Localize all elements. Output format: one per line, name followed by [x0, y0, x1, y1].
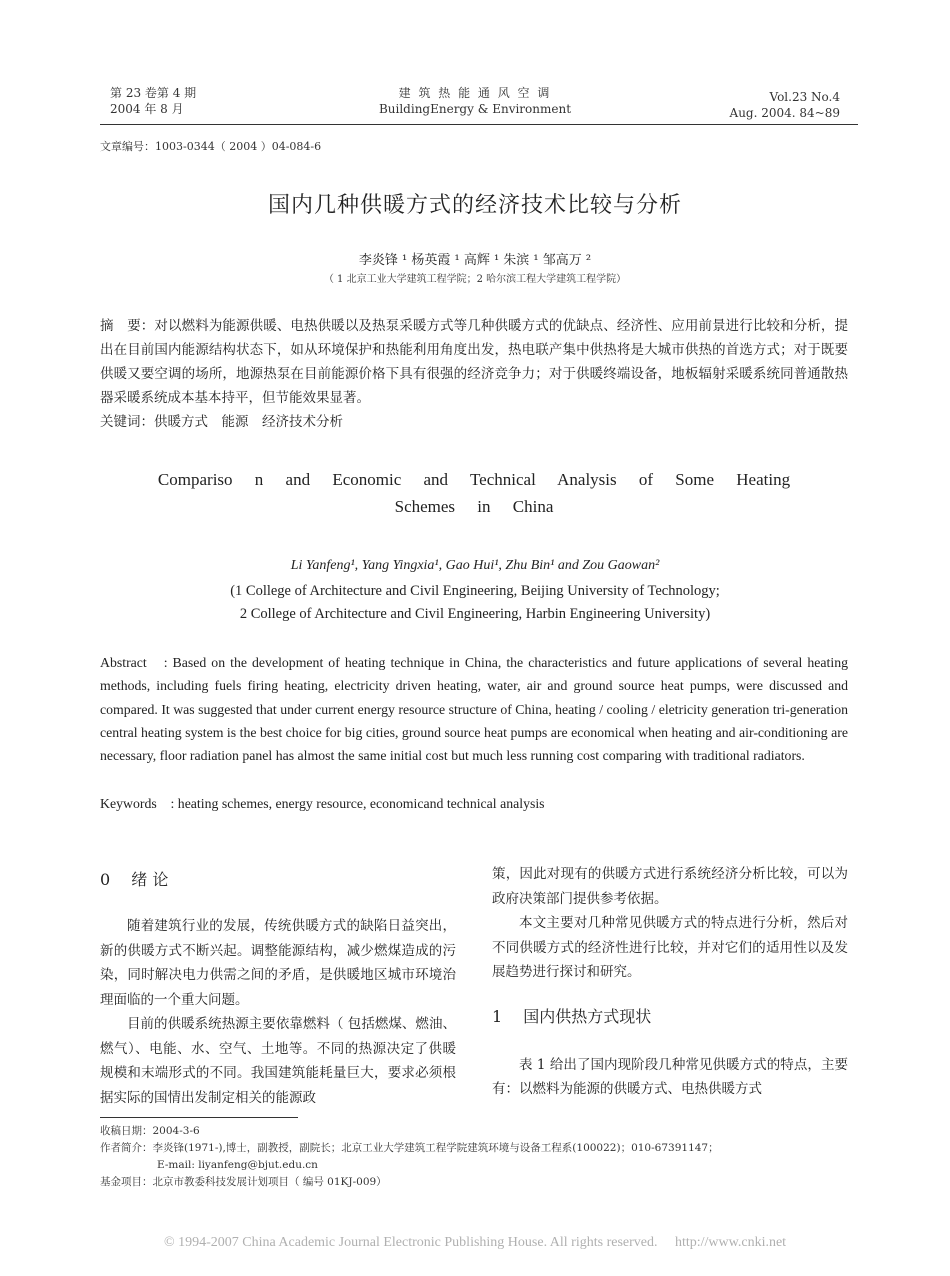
- pages-en: Aug. 2004. 84~89: [729, 106, 840, 120]
- intro-paragraph-2-cont: 策，因此对现有的供暖方式进行系统经济分析比较，可以为政府决策部门提供参考依据。: [492, 866, 848, 907]
- en-title-line1: Compariso n and Economic and Technical Analysis of Some Heating: [157, 470, 791, 489]
- volume-issue: 第 23 卷第 4 期: [110, 86, 197, 100]
- header-center: [340, 85, 610, 117]
- footnote-received: 收稿日期：2004-3-6: [100, 1125, 200, 1137]
- en-affiliation-1: (1 College of Architecture and Civil Engineering, Beijing University of Technology;: [230, 583, 720, 599]
- authors: 李炎锋 ¹ 杨英霞 ¹ 高辉 ¹ 朱滨 ¹ 邹高万 ²: [358, 253, 592, 268]
- abstract-en: Abstract : Based on the development of heating technique in China, the characteristics and future applications of several heating methods, including fuels firing heating, electricity driven heating, water, air and ground source heat pumps, were discussed and compared. It was suggested that under current energy resource structure of China, heating / cooling / eletricity generation tri-generation central heating system is the best choice for big cities, ground source heat pumps are economical when heating and air-conditioning are necessary, floor radiation panel has almost the same initial cost but much less running cost comparing with traditional radiators.: [100, 655, 848, 764]
- keywords-en: Keywords : heating schemes, energy resource, economicand technical analysis: [100, 796, 545, 811]
- footnote-author-bio: 作者简介：李炎锋(1971-),博士，副教授，副院长；北京工业大学建筑工程学院建筑环境与设备工程系(100022)；010-67391147；: [100, 1142, 719, 1154]
- article-number: 文章编号：1003-0344（ 2004 ）04-084-6: [100, 140, 322, 153]
- footnote-fund: 基金项目：北京市教委科技发展计划项目（ 编号 01KJ-009）: [100, 1176, 387, 1188]
- en-authors: Li Yanfeng¹, Yang Yingxia¹, Gao Hui¹, Zhu Bin¹ and Zou Gaowan²: [290, 558, 660, 573]
- intro-paragraph-3: 本文主要对几种常见供暖方式的特点进行分析，然后对不同供暖方式的经济性进行比较，并对它们的适用性以及发展趋势进行探讨和研究。: [492, 915, 848, 980]
- left-column: [100, 868, 456, 1110]
- copyright-footer: © 1994-2007 China Academic Journal Electronic Publishing House. All rights reserved. http://www.cnki.net: [163, 1235, 787, 1250]
- affiliation: （ 1 北京工业大学建筑工程学院；2 哈尔滨工程大学建筑工程学院）: [323, 274, 627, 285]
- paper-title: 国内几种供暖方式的经济技术比较与分析: [267, 193, 682, 218]
- header-rule: [100, 124, 858, 125]
- issue-date: 2004 年 8 月: [110, 102, 184, 116]
- journal-name-en: BuildingEnergy & Environment: [378, 102, 572, 116]
- footnote-rule: [100, 1117, 298, 1118]
- section-0-heading: 0 绪 论: [100, 870, 169, 889]
- section-1-paragraph-1: 表 1 给出了国内现阶段几种常见供暖方式的特点，主要有：以燃料为能源的供暖方式、电热供暖方式: [492, 1056, 848, 1097]
- right-column: [492, 862, 848, 1102]
- en-title: [100, 466, 848, 520]
- abstract-zh: 摘 要：对以燃料为能源供暖、电热供暖以及热泵采暖方式等几种供暖方式的优缺点、经济性、应用前景进行比较和分析，提出在目前国内能源结构状态下，如从环境保护和热能利用角度出发，热电联产集中供热将是大城市供热的首选方式；对于既要供暖又要空调的场所，地源热泵在目前能源价格下具有很强的经济竞争力；对于供暖终端设备，地板辐射采暖系统同普通散热器采暖系统成本基本持平，但节能效果显著。: [100, 318, 848, 406]
- intro-paragraph-2: 目前的供暖系统热源主要依靠燃料（ 包括燃煤、燃油、燃气）、电能、水、空气、土地等。不同的热源决定了供暖规模和末端形式的不同。我国建筑能耗量巨大，要求必须根据实际的国情出发制定相关的能源政: [100, 1016, 456, 1106]
- keywords-zh: 关键词：供暖方式 能源 经济技术分析: [100, 414, 343, 430]
- intro-paragraph-1: 随着建筑行业的发展，传统供暖方式的缺陷日益突出，新的供暖方式不断兴起。调整能源结构，减少燃煤造成的污染，同时解决电力供需之间的矛盾，是供暖地区城市环境治理面临的一个重大问题。: [100, 918, 456, 1008]
- en-affiliation-2: 2 College of Architecture and Civil Engineering, Harbin Engineering University): [239, 606, 711, 622]
- header-left: [110, 85, 196, 117]
- en-title-line2: Schemes in China: [394, 497, 554, 516]
- volume-en: Vol.23 No.4: [769, 90, 840, 104]
- journal-name-zh: 建 筑 热 能 通 风 空 调: [398, 86, 552, 100]
- header-right: [730, 89, 840, 121]
- footnote-email: E-mail: liyanfeng@bjut.edu.cn: [157, 1159, 318, 1171]
- section-1-heading: 1 国内供热方式现状: [492, 1006, 652, 1026]
